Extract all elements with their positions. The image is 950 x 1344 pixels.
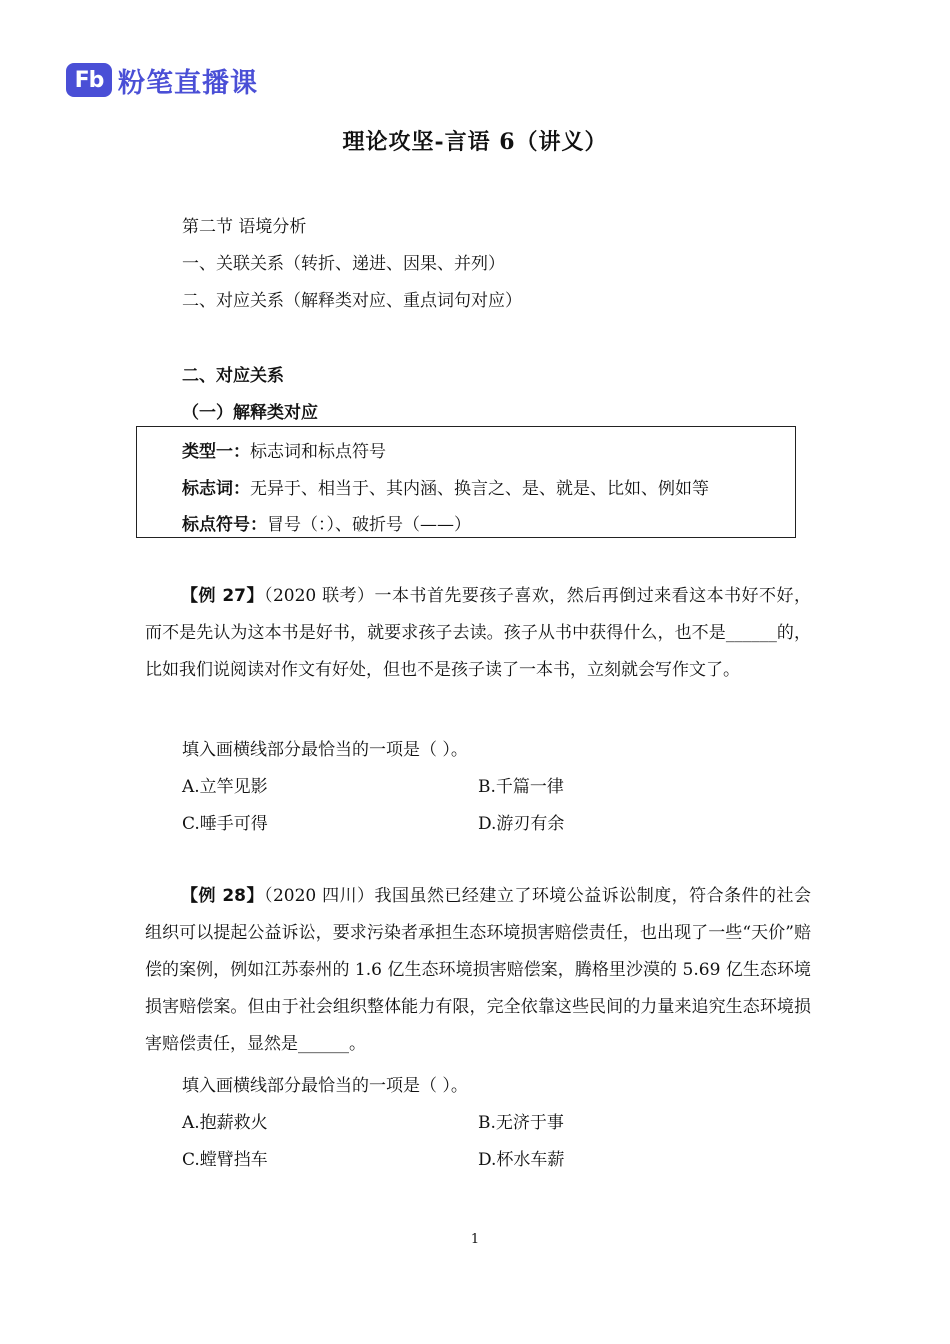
box-type-line bbox=[182, 437, 386, 462]
example-28-option-b: B.无济于事 bbox=[478, 1113, 564, 1133]
box-marker-value: 无异于、相当于、其内涵、换言之、是、就是、比如、例如等 bbox=[250, 479, 709, 499]
outline-section: 第二节 语境分析 bbox=[182, 217, 307, 237]
brand-name: 粉笔直播课 bbox=[118, 67, 258, 99]
box-punct-line bbox=[182, 510, 471, 535]
brand-mark-icon: Fb bbox=[66, 63, 112, 97]
example-27-option-c: C.唾手可得 bbox=[182, 814, 268, 834]
brand-logo bbox=[66, 62, 258, 98]
example-27-option-b: B.千篇一律 bbox=[478, 777, 564, 797]
example-28-option-a: A.抱薪救火 bbox=[182, 1113, 268, 1133]
example-28-option-c: C.螳臂挡车 bbox=[182, 1150, 268, 1170]
box-punct-label: 标点符号： bbox=[182, 515, 267, 535]
example-27-question: 填入画横线部分最恰当的一项是（ ）。 bbox=[182, 740, 468, 760]
example-27-option-a: A.立竿见影 bbox=[182, 777, 268, 797]
example-28-option-d: D.杯水车薪 bbox=[478, 1150, 565, 1170]
box-type-value: 标志词和标点符号 bbox=[250, 442, 386, 462]
example-28-question: 填入画横线部分最恰当的一项是（ ）。 bbox=[182, 1076, 468, 1096]
box-marker-line bbox=[182, 474, 709, 499]
section-subheading: （一）解释类对应 bbox=[182, 403, 318, 423]
box-type-label: 类型一： bbox=[182, 442, 250, 462]
example-27-option-d: D.游刃有余 bbox=[478, 814, 565, 834]
box-punct-value: 冒号（：）、破折号（——） bbox=[267, 515, 471, 535]
example-28-paragraph bbox=[145, 878, 811, 1063]
box-marker-label: 标志词： bbox=[182, 479, 250, 499]
example-28-label: 【例 28】 bbox=[181, 886, 264, 906]
page-number: 1 bbox=[470, 1232, 480, 1247]
outline-item-1: 一、关联关系（转折、递进、因果、并列） bbox=[182, 254, 505, 274]
page-title: 理论攻坚-言语 6（讲义） bbox=[342, 129, 608, 155]
section-heading: 二、对应关系 bbox=[182, 366, 284, 386]
example-28-text: （2020 四川）我国虽然已经建立了环境公益诉讼制度，符合条件的社会组织可以提起公益诉讼，要求污染者承担生态环境损害赔偿责任，也出现了一些“天价”赔偿的案例，例如江苏泰州的 1.6 亿生态环境损害赔偿案，腾格里沙漠的 5.69 亿生态环境损害赔偿案。但由于社会组织整体能力有限，完全依靠这些民间的力量来追究生态环境损害赔偿责任，显然是______。 bbox=[145, 886, 811, 1054]
example-27-label: 【例 27】 bbox=[181, 586, 264, 606]
example-27-text: （2020 联考）一本书首先要孩子喜欢，然后再倒过来看这本书好不好，而不是先认为这本书是好书，就要求孩子去读。孩子从书中获得什么，也不是______的，比如我们说阅读对作文有好处，但也不是孩子读了一本书，立刻就会写作文了。 bbox=[145, 586, 811, 680]
example-27-paragraph bbox=[145, 578, 811, 689]
outline-item-2: 二、对应关系（解释类对应、重点词句对应） bbox=[182, 291, 522, 311]
